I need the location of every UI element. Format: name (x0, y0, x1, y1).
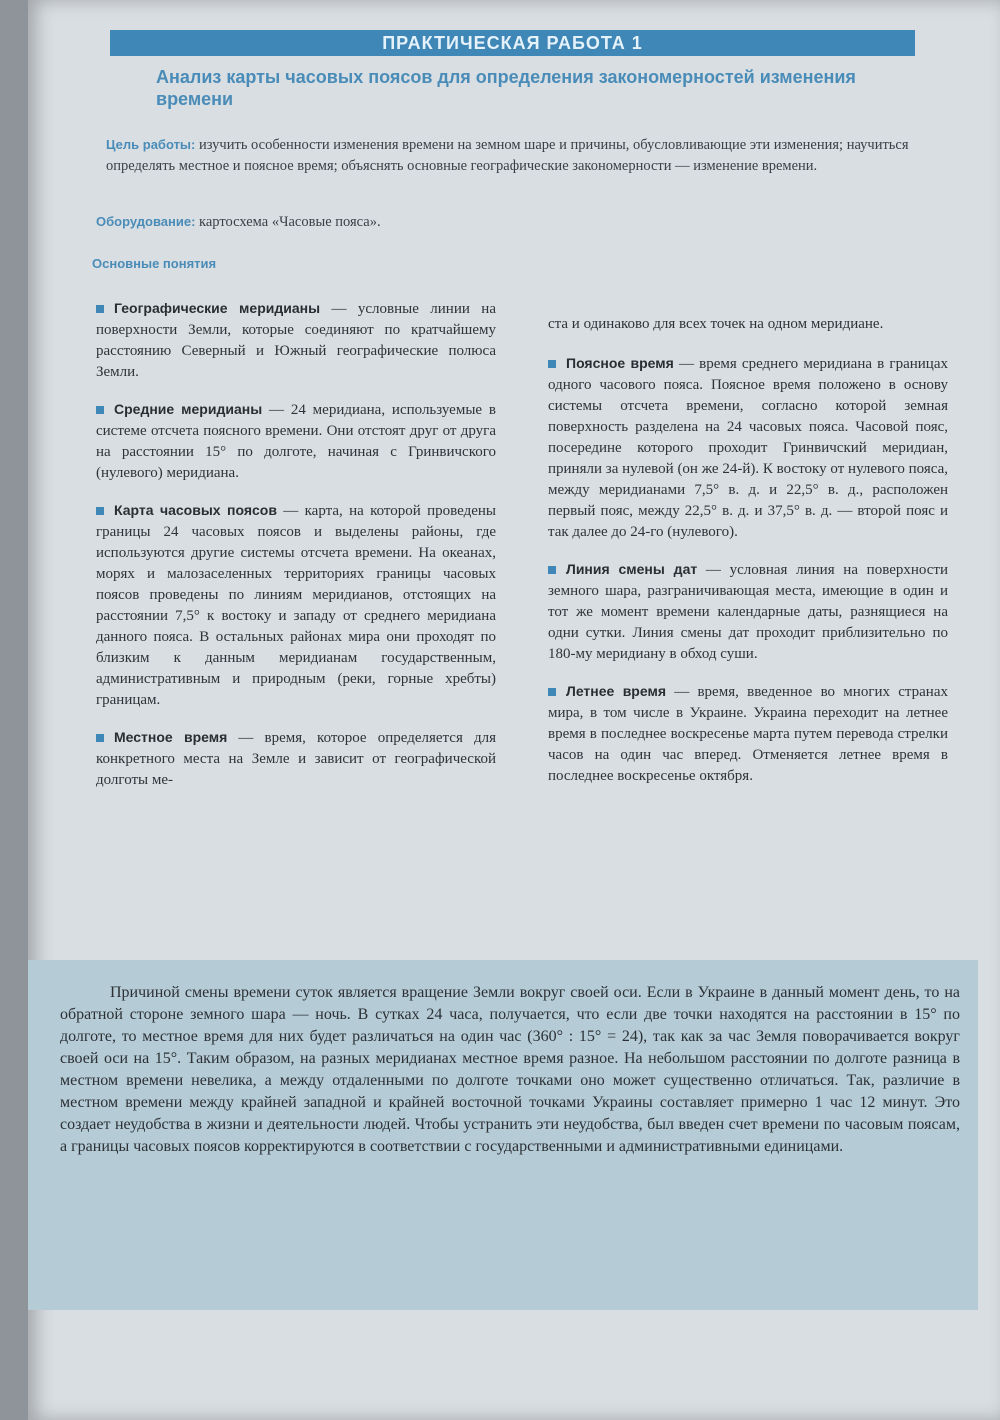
left-column (96, 298, 496, 807)
term-definition: — условные линии на поверхности Земли, которые соединяют по кратчайшему расстоянию Северный и Южный географические полюса Земли. (96, 301, 496, 380)
bullet-square-icon (96, 305, 104, 313)
term-entry (96, 500, 496, 711)
bullet-square-icon (96, 734, 104, 742)
term-entry (96, 399, 496, 484)
term-entry (548, 681, 948, 787)
term-name: Поясное время (566, 355, 674, 371)
term-entry (96, 298, 496, 383)
term-name: Географические меридианы (114, 300, 321, 316)
bullet-square-icon (96, 507, 104, 515)
term-definition: — карта, на которой проведены границы 24 часовых поясов и выделены районы, где используются другие системы отсчета времени. На океанах, морях и малозаселенных территориях границы часовых поясов проведены по линиям меридианов, отстоящих на расстоянии 7,5° к востоку и западу от среднего меридиана данного пояса. В остальных районах мира они проходят по близким к данным меридианам государственным, административным и природным (реки, горные хребты) границам. (96, 503, 496, 708)
term-name: Местное время (114, 729, 228, 745)
equipment-text: картосхема «Часовые пояса». (195, 214, 381, 230)
goal-text: изучить особенности изменения времени на земном шаре и причины, обусловливающие эти изменения; научиться определять местное и поясное время; объяснять основные географические закономерности — изменение времени. (106, 137, 909, 174)
right-column (548, 314, 948, 803)
term-entry (548, 559, 948, 665)
textbook-page (28, 0, 1000, 1420)
term-name: Средние меридианы (114, 401, 263, 417)
term-name: Линия смены дат (566, 561, 698, 577)
equipment-label: Оборудование: (96, 214, 196, 229)
term-definition: — время среднего меридиана в границах одного часового пояса. Поясное время положено в основу системы отсчета времени, согласно которой земная поверхность разделена на 24 часовых пояса. Часовой пояс, посередине которого проходит Гринвичский меридиан, приняли за нулевой (он же 24-й). К востоку от нулевого пояса, между меридианами 7,5° в. д. и 22,5° в. д., расположен первый пояс, между 22,5° в. д. и 37,5° в. д. — второй пояс и так далее до 24-го (нулевого). (548, 356, 948, 540)
basics-heading: Основные понятия (92, 256, 217, 271)
term-name: Летнее время (566, 683, 666, 699)
term-definition: — время, которое определяется для конкретного места на Земле и зависит от географической долготы ме- (96, 730, 496, 788)
bullet-square-icon (548, 360, 556, 368)
term-definition: — 24 меридиана, используемые в системе отсчета поясного времени. Они отстоят друг от друга на расстоянии 15° по долготе, начиная с Гринвичского (нулевого) меридиана. (96, 402, 496, 481)
term-entry (96, 727, 496, 791)
term-definition: — условная линия на поверхности земного шара, разграничивающая места, имеющие в один и тот же момент времени календарные даты, разнящиеся на одни сутки. Линия смены дат проходит приблизительно по 180-му меридиану в обход суши. (548, 562, 948, 662)
bullet-square-icon (96, 406, 104, 414)
page-title: Анализ карты часовых поясов для определения закономерностей изменения времени (156, 67, 856, 109)
term-name: Карта часовых поясов (114, 502, 277, 518)
term-entry (548, 353, 948, 543)
highlight-box-text: Причиной смены времени суток является вращение Земли вокруг своей оси. Если в Украине в данный момент день, то на обратной стороне земного шара — ночь. В сутках 24 часа, получается, что если две точки находятся на расстоянии в 15° по долготе, то местное время для них будет различаться на один час (360° : 15° = 24), так как за час Земля поворачивается вокруг своей оси на 15°. Таким образом, на разных меридианах местное время разное. На небольшом расстоянии по долготе разница в местном времени невелика, а между отдаленными по долготе точками оно может существенно отличаться. Так, различие в местном времени между крайней западной и крайней восточной точками Украины составляет примерно 1 час 12 минут. Это создает неудобства в жизни и деятельности людей. Чтобы устранить эти неудобства, был введен счет времени по часовым поясам, а границы часовых поясов корректируются в соответствии с государственными и административными единицами. (60, 984, 960, 1155)
term-definition: — время, введенное во многих странах мира, в том числе в Украине. Украина переходит на летнее время в последнее воскресенье марта путем перевода стрелки часов на один час вперед. Отменяется летнее время в последнее воскресенье октября. (548, 684, 948, 784)
bullet-square-icon (548, 566, 556, 574)
goal-label: Цель работы: (106, 137, 196, 152)
practical-work-header: ПРАКТИЧЕСКАЯ РАБОТА 1 (110, 30, 915, 56)
term-continuation: ста и одинаково для всех точек на одном меридиане. (548, 316, 884, 332)
goal-paragraph (106, 134, 936, 177)
bullet-square-icon (548, 688, 556, 696)
equipment-paragraph (96, 214, 916, 231)
